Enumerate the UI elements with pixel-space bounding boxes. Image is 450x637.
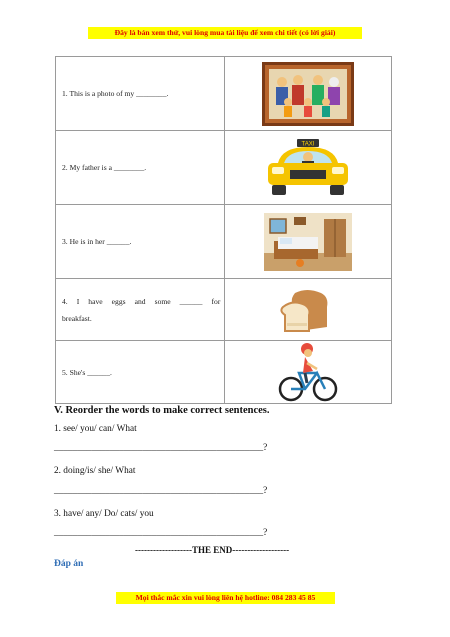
table-row	[56, 205, 392, 279]
section-v-title: V. Reorder the words to make correct sentences.	[54, 405, 270, 416]
taxi-sign-text: TAXI	[301, 141, 315, 147]
family-photo-frame-icon	[262, 62, 354, 126]
preview-banner: Đây là bản xem thử, vui lòng mua tài liệu để xem chi tiết (có lời giải)	[88, 27, 362, 39]
question-text: 3. He is in her ______.	[62, 237, 132, 246]
taxi-driver-icon	[264, 137, 352, 199]
table-row	[56, 57, 392, 131]
answer-blank: _____________________________________________?	[54, 486, 268, 496]
question-text-continued: breakfast.	[62, 313, 92, 323]
bedroom-icon	[264, 213, 352, 271]
table-row	[56, 279, 392, 341]
bread-icon	[277, 287, 339, 333]
table-row	[56, 341, 392, 404]
answer-blank: _____________________________________________?	[54, 443, 268, 453]
reorder-prompt: 1. see/ you/ can/ What	[54, 424, 137, 434]
answer-heading: Đáp án	[54, 559, 84, 569]
hotline-banner: Mọi thắc mắc xin vui lòng liên hệ hotline: 084 283 45 85	[116, 592, 335, 604]
exercise-table	[55, 56, 392, 404]
answer-blank: _____________________________________________?	[54, 528, 268, 538]
question-text: 1. This is a photo of my ________.	[62, 89, 169, 98]
cyclist-icon	[277, 341, 339, 403]
question-text: 5. She's ______.	[62, 367, 112, 377]
table-row	[56, 131, 392, 205]
question-text: 4. I have eggs and some ______ for	[62, 296, 221, 306]
end-marker: -------------------THE END-------------------	[135, 545, 290, 555]
reorder-prompt: 2. doing/is/ she/ What	[54, 466, 136, 476]
reorder-prompt: 3. have/ any/ Do/ cats/ you	[54, 509, 154, 519]
question-text: 2. My father is a ________.	[62, 163, 147, 172]
